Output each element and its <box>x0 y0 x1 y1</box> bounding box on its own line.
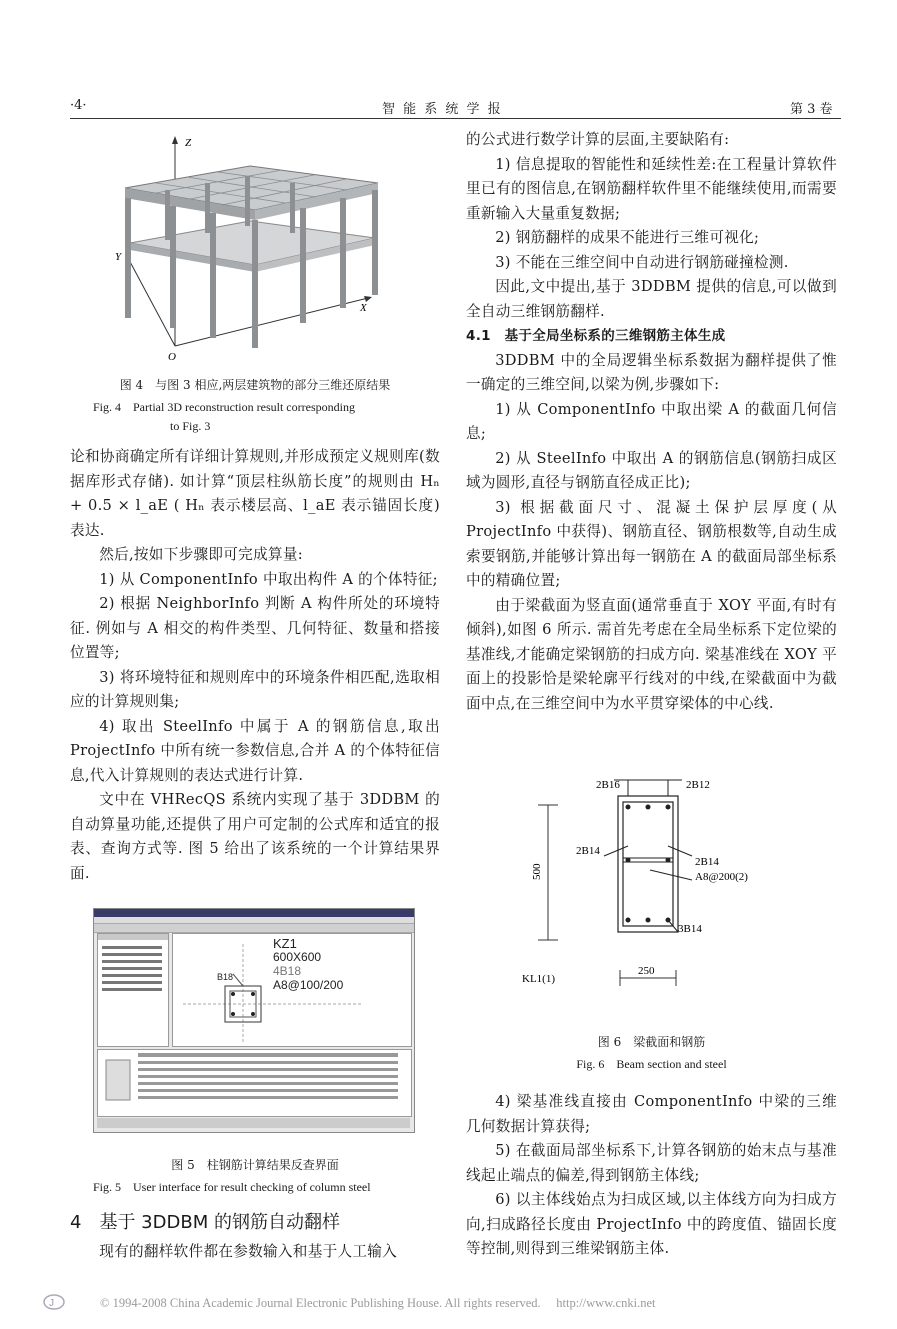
paragraph: 现有的翻样软件都在参数输入和基于人工输入 <box>99 1243 398 1260</box>
paragraph: 然后,按如下步骤即可完成算量: <box>99 546 303 563</box>
paragraph: 4) 取出 SteelInfo 中属于 A 的钢筋信息,取出 ProjectInfo 中所有统一参数信息,合并 A 的个体特征信息,代入计算规则的表达式进行计算. <box>70 717 440 784</box>
fig6-caption-en: Fig. 6 Beam section and steel <box>576 1057 727 1071</box>
left-column <box>70 445 440 886</box>
cnki-logo-icon <box>40 1292 68 1312</box>
paragraph: 2) 从 SteelInfo 中取出 A 的钢筋信息(钢筋扫成区域为圆形,直径与钢筋直径成正比); <box>466 449 837 491</box>
fig4-caption-cn: 图 4 与图 3 相应,两层建筑物的部分三维还原结果 <box>119 378 391 392</box>
mid-left-bars: 2B14 <box>576 845 600 857</box>
section-height: 500 <box>531 863 543 880</box>
paragraph: 1) 从 ComponentInfo 中取出梁 A 的截面几何信息; <box>466 400 837 442</box>
paragraph: 1) 信息提取的智能性和延续性差:在工程量计算软件里已有的图信息,在钢筋翻样软件里不能继续使用,而需要重新输入大量重复数据; <box>466 155 837 222</box>
paragraph: 3) 将环境特征和规则库中的环境条件相匹配,选取相应的计算规则集; <box>70 668 440 710</box>
page-number: ·4· <box>70 98 87 113</box>
subsection-heading: 4.1 基于全局坐标系的三维钢筋主体生成 <box>466 328 726 344</box>
section-width: 250 <box>638 965 655 977</box>
header-rule <box>70 118 841 119</box>
paragraph: 由于梁截面为竖直面(通常垂直于 XOY 平面,有时有倾斜),如图 6 所示. 需首先考虑在全局坐标系下定位梁的基准线,才能确定梁钢筋的扫成方向. 梁基准线在 XOY 平面上的投影恰是梁轮廓平行线对的中线,在梁截面中为截面中点,在三维空间中为水平贯穿梁体的中心线. <box>466 596 837 712</box>
paragraph: 4) 梁基准线直接由 ComponentInfo 中梁的三维几何数据计算获得; <box>466 1093 837 1135</box>
fig6-caption-cn: 图 6 梁截面和钢筋 <box>597 1035 706 1049</box>
top-right-bars: 2B12 <box>686 779 710 791</box>
bottom-bars: 3B14 <box>678 923 702 935</box>
figure-5 <box>93 908 415 1133</box>
axis-label-o: O <box>168 351 176 363</box>
paragraph: 3) 根据截面尺寸、混凝土保护层厚度(从 ProjectInfo 中获得)、钢筋直径、钢筋根数等,自动生成索要钢筋,并能够计算出每一钢筋在 A 的截面局部坐标系中的精确位置; <box>466 498 837 589</box>
mid-right-bars: 2B14 <box>695 856 719 868</box>
paragraph: 3) 不能在三维空间中自动进行钢筋碰撞检测. <box>495 253 789 271</box>
figure-4 <box>110 128 400 363</box>
fig4-caption-en-2: to Fig. 3 <box>170 419 211 433</box>
figure-6 <box>510 770 810 1000</box>
stirrup-spec: A8@200(2) <box>695 871 748 883</box>
axis-label-x: X <box>360 302 367 314</box>
column-stirrup: A8@100/200 <box>273 978 344 992</box>
paragraph: 文中在 VHRecQS 系统内实现了基于 3DDBM 的自动算量功能,还提供了用户可定制的公式库和适宜的报表、查询方式等. 图 5 给出了该系统的一个计算结果界面. <box>70 791 440 882</box>
column-bars: 4B18 <box>273 964 302 978</box>
section-heading: 4 基于 3DDBM 的钢筋自动翻样 <box>70 1212 340 1233</box>
paragraph: 的公式进行数学计算的层面,主要缺陷有: <box>466 131 730 148</box>
paragraph: 1) 从 ComponentInfo 中取出构件 A 的个体特征; <box>99 570 438 588</box>
axis-label-z: Z <box>185 137 192 149</box>
volume-label: 第 3 卷 <box>790 102 833 117</box>
paragraph: 论和协商确定所有详细计算规则,并形成预定义规则库(数据库形式存储). 如计算“顶层柱纵筋长度”的规则由 Hₙ + 0.5 × l_aE ( Hₙ 表示楼层高、l_aE 表示锚固长度) 表达. <box>70 448 440 539</box>
right-column-bottom <box>466 1090 837 1262</box>
right-column-top <box>466 128 837 716</box>
column-bar-label: B18 <box>217 972 234 982</box>
paragraph: 6) 以主体线始点为扫成区域,以主体线方向为扫成方向,扫成路径长度由 ProjectInfo 中的跨度值、锚固长度等控制,则得到三维梁钢筋主体. <box>466 1191 837 1257</box>
column-size: 600X600 <box>273 950 322 964</box>
paragraph: 2) 根据 NeighborInfo 判断 A 构件所处的环境特征. 例如与 A 相交的构件类型、几何特征、数量和搭接位置等; <box>70 595 440 661</box>
top-left-bars: 2B16 <box>596 779 620 791</box>
paragraph: 因此,文中提出,基于 3DDBM 提供的信息,可以做到全自动三维钢筋翻样. <box>466 278 837 320</box>
copyright-footer: © 1994-2008 China Academic Journal Electronic Publishing House. All rights reserved. http://www.cnki.net <box>100 1296 656 1310</box>
axis-label-y: Y <box>115 251 122 263</box>
beam-label: KL1(1) <box>522 973 555 985</box>
fig5-caption-en: Fig. 5 User interface for result checking of column steel <box>93 1180 371 1194</box>
paragraph: 5) 在截面局部坐标系下,计算各钢筋的始末点与基准线起止端点的偏差,得到钢筋主体线; <box>466 1142 837 1184</box>
journal-title: 智 能 系 统 学 报 <box>382 102 503 117</box>
building-3d-image <box>110 128 400 363</box>
svg-text:J: J <box>49 1298 54 1309</box>
fig5-caption-cn: 图 5 柱钢筋计算结果反查界面 <box>171 1158 339 1172</box>
column-id: KZ1 <box>273 936 297 951</box>
fig4-caption-en-1: Fig. 4 Partial 3D reconstruction result corresponding <box>93 400 355 414</box>
paragraph: 2) 钢筋翻样的成果不能进行三维可视化; <box>495 229 760 246</box>
paragraph: 3DDBM 中的全局逻辑坐标系数据为翻样提供了惟一确定的三维空间,以梁为例,步骤如下: <box>466 351 837 393</box>
